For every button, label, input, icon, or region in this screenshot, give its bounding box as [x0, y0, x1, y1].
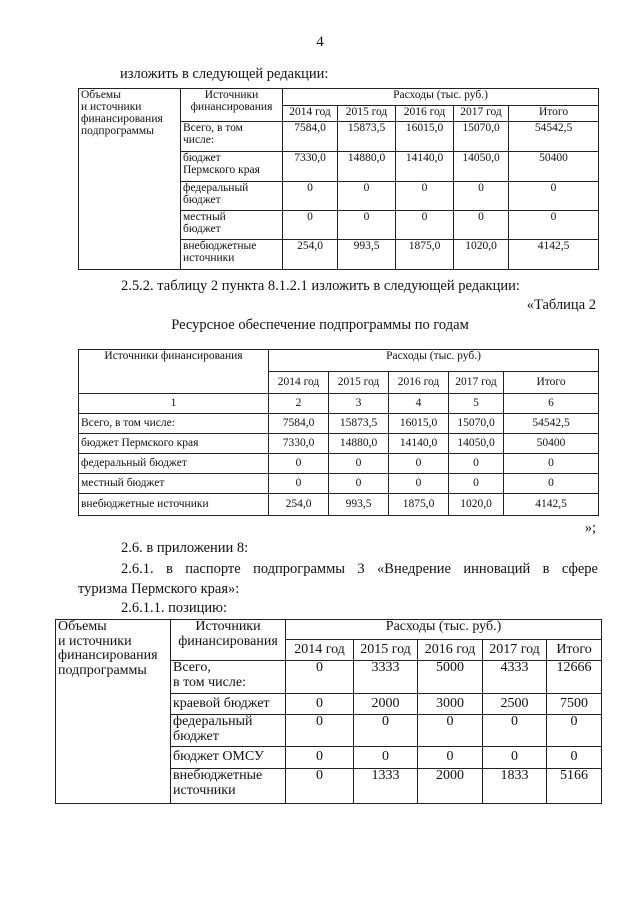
- paragraph-2-6-1-1: 2.6.1.1. позицию:: [121, 600, 228, 616]
- cell-value: 1020,0: [454, 240, 509, 270]
- column-number: 2: [269, 394, 329, 414]
- cell-value: 0: [454, 182, 509, 211]
- column-number: 6: [504, 394, 599, 414]
- cell-value: 1333: [354, 769, 418, 804]
- paragraph-2-6-1-line2: туризма Пермского края»:: [78, 581, 240, 597]
- financing-table-2: [78, 349, 599, 516]
- cell-value: 1020,0: [449, 494, 504, 516]
- cell-value: 993,5: [338, 240, 396, 270]
- cell-value: 54542,5: [504, 414, 599, 434]
- cell-value: 14880,0: [329, 434, 389, 454]
- cell-value: 0: [338, 211, 396, 240]
- table1-source-header: Источники финансирования: [181, 89, 283, 122]
- table3-year-header: 2015 год: [354, 640, 418, 661]
- table3-year-header: 2014 год: [286, 640, 354, 661]
- cell-value: 0: [269, 474, 329, 494]
- cell-value: 4142,5: [504, 494, 599, 516]
- table2-expense-header: Расходы (тыс. руб.): [269, 350, 599, 372]
- table1-left-label: Объемы и источники финансирования подпрограммы: [79, 89, 181, 270]
- cell-value: 5166: [547, 769, 602, 804]
- cell-value: 0: [389, 474, 449, 494]
- cell-value: 5000: [418, 661, 483, 694]
- cell-value: 7584,0: [269, 414, 329, 434]
- row-label: федеральный бюджет: [181, 182, 283, 211]
- cell-value: 254,0: [283, 240, 338, 270]
- table1-year-header: Итого: [509, 106, 599, 122]
- cell-value: 2500: [483, 694, 547, 715]
- cell-value: 0: [396, 182, 454, 211]
- cell-value: 993,5: [329, 494, 389, 516]
- row-label: местный бюджет: [181, 211, 283, 240]
- table1-year-header: 2015 год: [338, 106, 396, 122]
- table-caption: «Таблица 2: [526, 297, 596, 313]
- cell-value: 0: [283, 211, 338, 240]
- table2-year-header: Итого: [504, 372, 599, 394]
- cell-value: 3333: [354, 661, 418, 694]
- cell-value: 16015,0: [396, 122, 454, 152]
- cell-value: 3000: [418, 694, 483, 715]
- column-number: 4: [389, 394, 449, 414]
- financing-table-1: [78, 88, 599, 270]
- paragraph-2-6: 2.6. в приложении 8:: [121, 540, 249, 556]
- cell-value: 0: [483, 715, 547, 747]
- table-row: [79, 414, 599, 434]
- table-row: [79, 394, 599, 414]
- cell-value: 0: [286, 661, 354, 694]
- cell-value: 0: [418, 747, 483, 769]
- cell-value: 0: [449, 454, 504, 474]
- cell-value: 0: [504, 454, 599, 474]
- table2-source-header: Источники финансирования: [79, 350, 269, 394]
- cell-value: 0: [418, 715, 483, 747]
- column-number: 3: [329, 394, 389, 414]
- row-label: местный бюджет: [79, 474, 269, 494]
- cell-value: 14050,0: [449, 434, 504, 454]
- cell-value: 0: [329, 474, 389, 494]
- cell-value: 0: [283, 182, 338, 211]
- cell-value: 0: [504, 474, 599, 494]
- cell-value: 1833: [483, 769, 547, 804]
- cell-value: 0: [396, 211, 454, 240]
- row-label: внебюджетные источники: [171, 769, 286, 804]
- cell-value: 7584,0: [283, 122, 338, 152]
- cell-value: 16015,0: [389, 414, 449, 434]
- cell-value: 0: [389, 454, 449, 474]
- table-row: [79, 494, 599, 516]
- table3-year-header: Итого: [547, 640, 602, 661]
- cell-value: 7330,0: [283, 152, 338, 182]
- cell-value: 254,0: [269, 494, 329, 516]
- table1-year-header: 2017 год: [454, 106, 509, 122]
- table3-year-header: 2017 год: [483, 640, 547, 661]
- row-label: федеральный бюджет: [79, 454, 269, 474]
- cell-value: 14050,0: [454, 152, 509, 182]
- cell-value: 50400: [509, 152, 599, 182]
- cell-value: 4142,5: [509, 240, 599, 270]
- row-label: федеральный бюджет: [171, 715, 286, 747]
- row-label: внебюджетные источники: [181, 240, 283, 270]
- cell-value: 0: [454, 211, 509, 240]
- row-label: краевой бюджет: [171, 694, 286, 715]
- cell-value: 0: [338, 182, 396, 211]
- row-label: Всего, в том числе:: [79, 414, 269, 434]
- table3-source-header: Источники финансирования: [171, 620, 286, 661]
- row-label: Всего, в том числе:: [181, 122, 283, 152]
- cell-value: 14140,0: [396, 152, 454, 182]
- cell-value: 0: [449, 474, 504, 494]
- cell-value: 0: [547, 747, 602, 769]
- cell-value: 1875,0: [396, 240, 454, 270]
- cell-value: 7330,0: [269, 434, 329, 454]
- cell-value: 15873,5: [329, 414, 389, 434]
- row-label: бюджет Пермского края: [181, 152, 283, 182]
- cell-value: 0: [509, 211, 599, 240]
- row-label: бюджет Пермского края: [79, 434, 269, 454]
- table3-left-label: Объемы и источники финансирования подпрограммы: [56, 620, 171, 804]
- cell-value: 0: [286, 694, 354, 715]
- cell-value: 54542,5: [509, 122, 599, 152]
- cell-value: 0: [286, 747, 354, 769]
- table3-expense-header: Расходы (тыс. руб.): [286, 620, 602, 640]
- cell-value: 50400: [504, 434, 599, 454]
- table1-year-header: 2016 год: [396, 106, 454, 122]
- cell-value: 15070,0: [454, 122, 509, 152]
- table-row: [79, 474, 599, 494]
- cell-value: 0: [483, 747, 547, 769]
- cell-value: 15873,5: [338, 122, 396, 152]
- cell-value: 2000: [418, 769, 483, 804]
- cell-value: 15070,0: [449, 414, 504, 434]
- cell-value: 1875,0: [389, 494, 449, 516]
- column-number: 1: [79, 394, 269, 414]
- financing-table-3: [55, 619, 602, 804]
- cell-value: 0: [547, 715, 602, 747]
- table3-year-header: 2016 год: [418, 640, 483, 661]
- table2-year-header: 2015 год: [329, 372, 389, 394]
- cell-value: 0: [509, 182, 599, 211]
- table2-year-header: 2014 год: [269, 372, 329, 394]
- cell-value: 14140,0: [389, 434, 449, 454]
- cell-value: 0: [354, 715, 418, 747]
- paragraph-intro: изложить в следующей редакции:: [120, 66, 329, 82]
- cell-value: 0: [286, 769, 354, 804]
- cell-value: 12666: [547, 661, 602, 694]
- cell-value: 2000: [354, 694, 418, 715]
- cell-value: 4333: [483, 661, 547, 694]
- table2-year-header: 2017 год: [449, 372, 504, 394]
- paragraph-2-6-1-line1: 2.6.1. в паспорте подпрограммы 3 «Внедрение инноваций в сфере: [121, 561, 598, 577]
- table-row: [79, 454, 599, 474]
- row-label: Всего, в том числе:: [171, 661, 286, 694]
- table-title: Ресурсное обеспечение подпрограммы по годам: [171, 317, 469, 333]
- page-number: 4: [316, 34, 324, 50]
- table2-year-header: 2016 год: [389, 372, 449, 394]
- closing-quote: »;: [584, 520, 596, 536]
- row-label: внебюджетные источники: [79, 494, 269, 516]
- row-label: бюджет ОМСУ: [171, 747, 286, 769]
- cell-value: 7500: [547, 694, 602, 715]
- cell-value: 0: [354, 747, 418, 769]
- cell-value: 14880,0: [338, 152, 396, 182]
- cell-value: 0: [286, 715, 354, 747]
- cell-value: 0: [269, 454, 329, 474]
- column-number: 5: [449, 394, 504, 414]
- cell-value: 0: [329, 454, 389, 474]
- table1-year-header: 2014 год: [283, 106, 338, 122]
- table-row: [79, 434, 599, 454]
- table1-expense-header: Расходы (тыс. руб.): [283, 89, 599, 106]
- paragraph-2-5-2: 2.5.2. таблицу 2 пункта 8.1.2.1 изложить в следующей редакции:: [121, 278, 520, 294]
